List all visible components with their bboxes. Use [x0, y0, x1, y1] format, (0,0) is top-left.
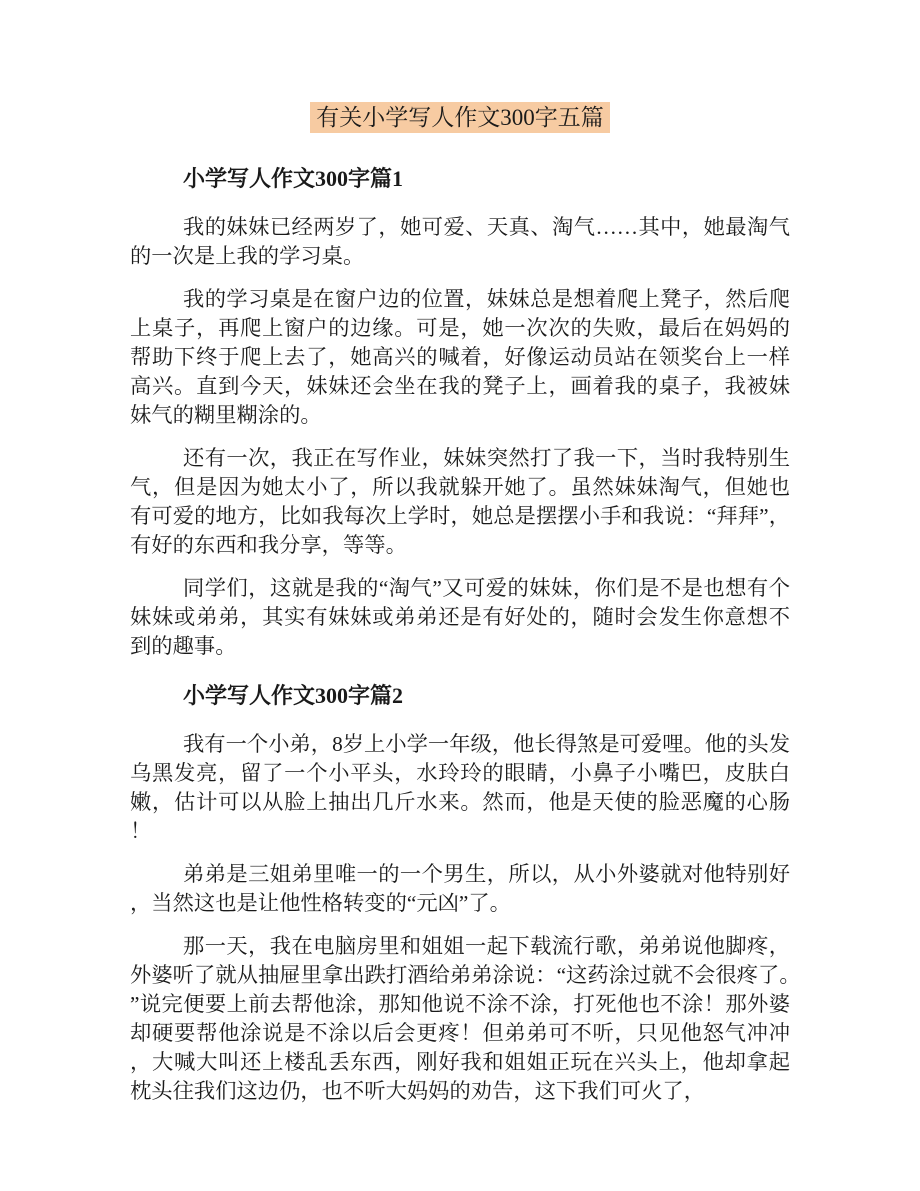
section-2	[130, 681, 790, 1106]
section-2-heading: 小学写人作文300字篇2	[183, 683, 404, 708]
paragraph: 还有一次，我正在写作业，妹妹突然打了我一下，当时我特别生气，但是因为她太小了，所以我就躲开她了。虽然妹妹淘气，但她也有可爱的地方，比如我每次上学时，她总是摆摆小手和我说：“拜拜”，有好的东西和我分享，等等。	[130, 446, 790, 557]
page-title	[130, 102, 790, 134]
paragraph: 弟弟是三姐弟里唯一的一个男生，所以，从小外婆就对他特别好，当然这也是让他性格转变的“元凶”了。	[130, 862, 790, 915]
section-1	[130, 164, 790, 661]
page-title-highlight: 有关小学写人作文300字五篇	[310, 102, 610, 133]
paragraph: 我的妹妹已经两岁了，她可爱、天真、淘气……其中，她最淘气的一次是上我的学习桌。	[130, 215, 790, 268]
paragraph: 同学们，这就是我的“淘气”又可爱的妹妹，你们是不是也想有个妹妹或弟弟，其实有妹妹或弟弟还是有好处的，随时会发生你意想不到的趣事。	[130, 576, 790, 658]
section-1-heading: 小学写人作文300字篇1	[183, 166, 404, 191]
paragraph: 那一天，我在电脑房里和姐姐一起下载流行歌，弟弟说他脚疼，外婆听了就从抽屉里拿出跌打酒给弟弟涂说：“这药涂过就不会很疼了。”说完便要上前去帮他涂，那知他说不涂不涂，打死他也不涂！那外婆却硬要帮他涂说是不涂以后会更疼！但弟弟可不听，只见他怒气冲冲，大喊大叫还上楼乱丢东西，刚好我和姐姐正玩在兴头上，他却拿起枕头往我们这边仍，也不听大妈妈的劝告，这下我们可火了，	[130, 934, 790, 1103]
paragraph: 我的学习桌是在窗户边的位置，妹妹总是想着爬上凳子，然后爬上桌子，再爬上窗户的边缘。可是，她一次次的失败，最后在妈妈的帮助下终于爬上去了，她高兴的喊着，好像运动员站在领奖台上一样高兴。直到今天，妹妹还会坐在我的凳子上，画着我的桌子，我被妹妹气的糊里糊涂的。	[130, 287, 790, 427]
paragraph: 我有一个小弟，8岁上小学一年级，他长得煞是可爱哩。他的头发乌黑发亮，留了一个小平头，水玲玲的眼睛，小鼻子小嘴巴，皮肤白嫩，估计可以从脸上抽出几斤水来。然而，他是天使的脸恶魔的心肠！	[130, 732, 790, 843]
